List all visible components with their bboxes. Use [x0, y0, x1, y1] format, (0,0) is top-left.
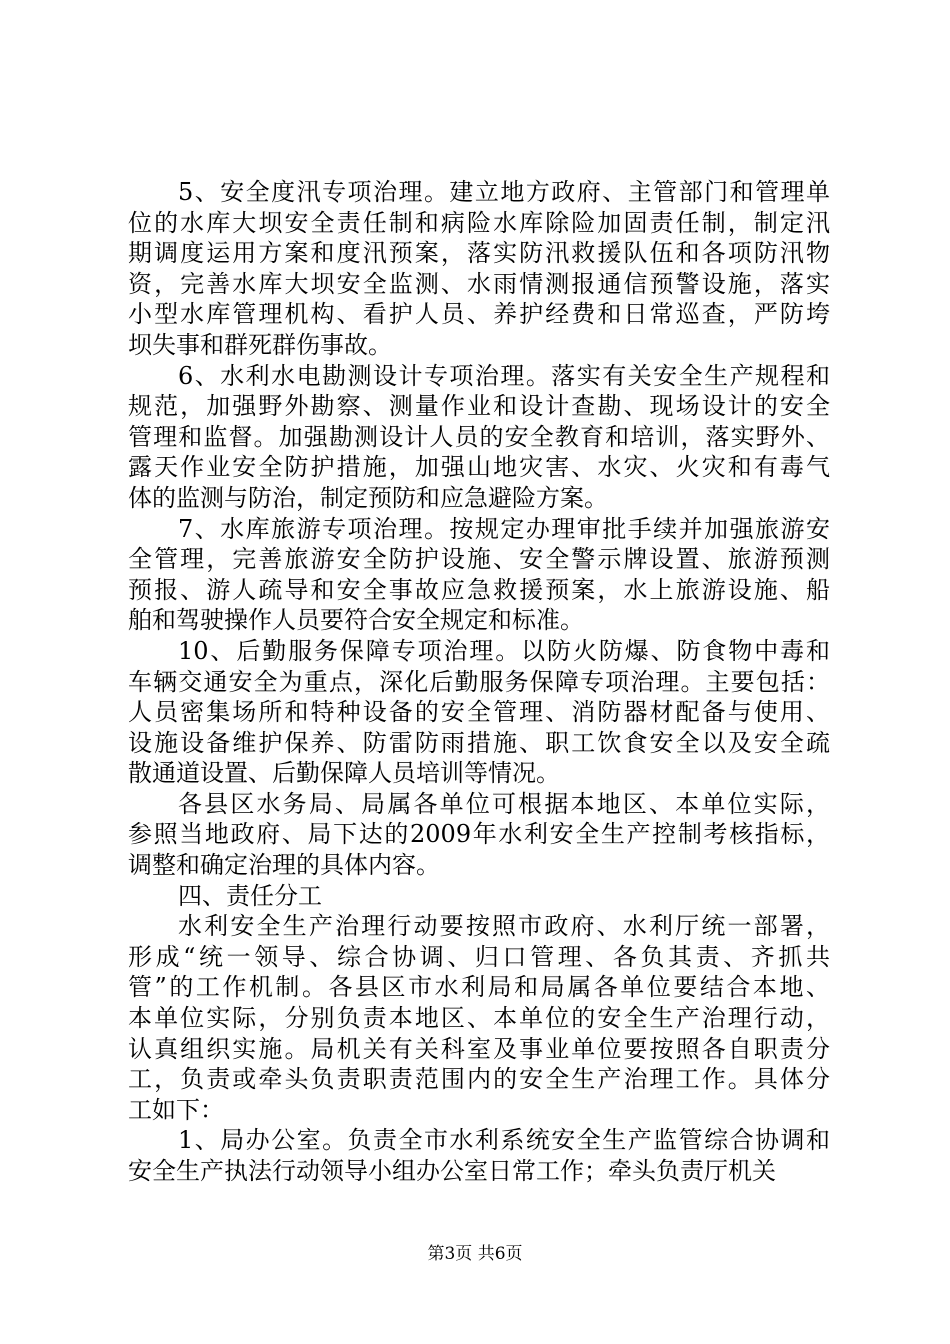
text-line: 1、局办公室。负责全市水利系统安全生产监管综合协调和 [178, 1126, 830, 1155]
text-line: 管理和监督。加强勘测设计人员的安全教育和培训，落实野外、 [128, 422, 830, 451]
text-line: 水利安全生产治理行动要按照市政府、水利厅统一部署， [178, 912, 830, 941]
text-line: 10、后勤服务保障专项治理。以防火防爆、防食物中毒和 [178, 636, 830, 665]
text-line: 坝失事和群死群伤事故。 [128, 330, 392, 359]
text-line: 本单位实际，分别负责本地区、本单位的安全生产治理行动， [128, 1004, 830, 1033]
text-line: 车辆交通安全为重点，深化后勤服务保障专项治理。主要包括： [128, 667, 830, 696]
text-line: 散通道设置、后勤保障人员培训等情况。 [128, 759, 560, 788]
text-line: 管”的工作机制。各县区市水利局和局属各单位要结合本地、 [128, 973, 830, 1002]
text-line: 体的监测与防治，制定预防和应急避险方案。 [128, 483, 608, 512]
text-line: 小型水库管理机构、看护人员、养护经费和日常巡查，严防垮 [128, 300, 830, 329]
paragraph [128, 1125, 830, 1186]
paragraph [128, 911, 830, 1125]
text-line: 7、水库旅游专项治理。按规定办理审批手续并加强旅游安 [178, 514, 830, 543]
document-body [128, 177, 830, 1187]
text-line: 安全生产执法行动领导小组办公室日常工作；牵头负责厅机关 [128, 1157, 776, 1185]
text-line: 全管理，完善旅游安全防护设施、安全警示牌设置、旅游预测 [128, 545, 830, 574]
text-line: 位的水库大坝安全责任制和病险水库除险加固责任制，制定汛 [128, 208, 830, 237]
text-line: 资，完善水库大坝安全监测、水雨情测报通信预警设施，落实 [128, 269, 830, 298]
text-line: 露天作业安全防护措施，加强山地灾害、水灾、火灾和有毒气 [128, 453, 830, 482]
page-footer: 第3页 共6页 [427, 1244, 523, 1264]
paragraph [128, 881, 830, 912]
paragraph [128, 514, 830, 636]
text-line: 5、安全度汛专项治理。建立地方政府、主管部门和管理单 [178, 178, 830, 206]
text-line: 调整和确定治理的具体内容。 [128, 851, 440, 880]
text-line: 工，负责或牵头负责职责范围内的安全生产治理工作。具体分 [128, 1065, 830, 1094]
text-line: 期调度运用方案和度汛预案，落实防汛救援队伍和各项防汛物 [128, 239, 830, 268]
text-line: 人员密集场所和特种设备的安全管理、消防器材配备与使用、 [128, 698, 830, 727]
paragraph [128, 361, 830, 514]
text-line: 预报、游人疏导和安全事故应急救援预案，水上旅游设施、船 [128, 575, 830, 604]
text-line: 各县区水务局、局属各单位可根据本地区、本单位实际， [178, 789, 830, 818]
paragraph [128, 636, 830, 789]
paragraph [128, 177, 830, 361]
text-line: 舶和驾驶操作人员要符合安全规定和标准。 [128, 606, 584, 635]
paragraph [128, 789, 830, 881]
text-line: 设施设备维护保养、防雷防雨措施、职工饮食安全以及安全疏 [128, 728, 830, 757]
text-line: 形成“统一领导、综合协调、归口管理、各负其责、齐抓共 [128, 942, 830, 971]
text-line: 工如下： [128, 1095, 224, 1124]
text-line: 参照当地政府、局下达的2009年水利安全生产控制考核指标， [128, 820, 830, 849]
text-line: 规范，加强野外勘察、测量作业和设计查勘、现场设计的安全 [128, 392, 830, 421]
text-line: 四、责任分工 [178, 881, 322, 910]
text-line: 认真组织实施。局机关有关科室及事业单位要按照各自职责分 [128, 1034, 830, 1063]
text-line: 6、水利水电勘测设计专项治理。落实有关安全生产规程和 [178, 361, 830, 390]
